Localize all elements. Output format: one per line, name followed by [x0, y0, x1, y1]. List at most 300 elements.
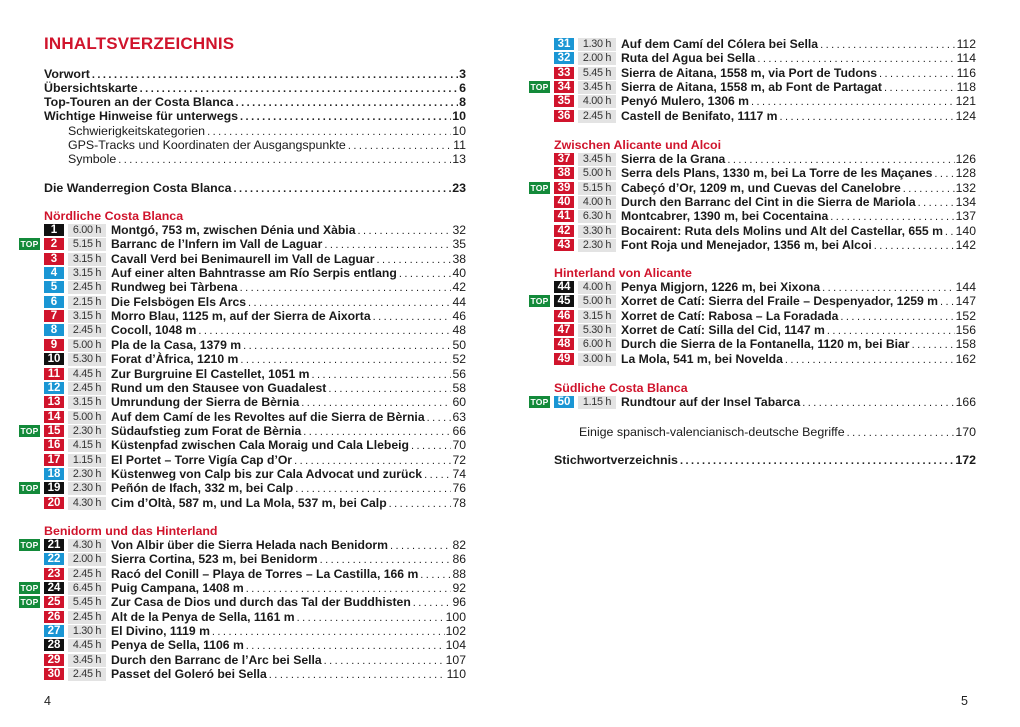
tour-title: Rund um den Stausee von Guadalest	[111, 380, 327, 395]
tour-duration: 4.00 h	[578, 95, 616, 108]
tour-entry-21[interactable]	[0, 539, 510, 552]
tour-number-badge: 15	[44, 425, 64, 437]
entry-label: Einige spanisch-valencianisch-deutsche Begriffe	[579, 425, 845, 439]
tour-duration: 6.00 h	[68, 224, 106, 237]
top-tour-badge: TOP	[530, 182, 549, 193]
tour-page-number: 52	[452, 352, 466, 367]
tour-duration: 2.00 h	[68, 553, 106, 566]
top-tour-badge: TOP	[530, 397, 549, 407]
leader-dots	[411, 439, 451, 453]
tour-number-badge: 45	[554, 295, 574, 307]
tour-title: Cocoll, 1048 m	[111, 323, 197, 338]
tour-number-badge: 37	[554, 153, 574, 165]
leader-dots	[389, 497, 452, 511]
leader-dots	[207, 125, 451, 139]
tour-number-badge: 47	[554, 324, 574, 336]
toc-entry-wichtige-hinweise-f-r-unterwegs[interactable]	[44, 109, 466, 123]
tour-entry-3[interactable]	[0, 253, 510, 266]
tour-entry-39[interactable]	[510, 182, 1020, 195]
tour-title-row	[621, 309, 976, 323]
tour-page-number: 46	[452, 309, 466, 324]
entry-label: Übersichtskarte	[44, 81, 138, 95]
tour-duration: 6.30 h	[578, 210, 616, 223]
top-tour-badge: TOP	[20, 540, 39, 550]
tour-title-row	[621, 51, 976, 65]
tour-entry-38[interactable]	[510, 167, 1020, 180]
tour-entry-28[interactable]	[0, 639, 510, 652]
leader-dots	[348, 139, 452, 153]
tour-title: Font Roja und Menejador, 1356 m, bei Alcoi	[621, 238, 872, 253]
tour-page-number: 162	[955, 351, 976, 366]
leader-dots	[918, 196, 955, 210]
tour-title-row	[621, 80, 976, 94]
tour-title-row	[111, 410, 466, 424]
tour-entry-46[interactable]	[510, 310, 1020, 323]
tour-number-badge: 21	[44, 539, 64, 551]
leader-dots	[413, 596, 452, 610]
tour-title: Racó del Conill – Playa de Torres – La Castilla, 166 m	[111, 566, 419, 581]
page-number-right: 5	[961, 694, 968, 708]
tour-page-number: 144	[955, 280, 976, 294]
tour-title: Montgó, 753 m, zwischen Dénia und Xàbia	[111, 223, 356, 237]
tour-duration: 4.45 h	[68, 368, 106, 381]
tour-entry-34[interactable]	[510, 81, 1020, 94]
tour-page-number: 126	[955, 152, 976, 166]
tour-duration: 2.45 h	[578, 110, 616, 123]
tour-title: Sierra de Aitana, 1558 m, ab Font de Partagat	[621, 80, 882, 95]
top-tour-badge: TOP	[20, 597, 39, 608]
tour-number-badge: 50	[554, 396, 574, 408]
tour-title-row	[111, 653, 466, 667]
leader-dots	[294, 454, 451, 468]
tour-title: Die Felsbögen Els Arcs	[111, 294, 247, 309]
tour-entry-2[interactable]	[0, 238, 510, 251]
tour-entry-49[interactable]	[510, 353, 1020, 366]
leader-dots	[236, 96, 459, 110]
tour-title-row	[111, 581, 466, 595]
tour-number-badge: 29	[44, 654, 64, 666]
tour-page-number: 110	[446, 667, 466, 682]
tour-title-row	[621, 94, 976, 108]
toc-entry-symbole[interactable]	[68, 152, 466, 166]
tour-number-badge: 41	[554, 210, 574, 222]
tour-number-badge: 40	[554, 196, 574, 208]
tour-page-number: 142	[955, 238, 976, 253]
tour-title-row	[111, 309, 466, 323]
top-tour-badge: TOP	[20, 425, 39, 436]
tour-title: Küstenpfad zwischen Cala Moraig und Cala Llebeig	[111, 438, 409, 453]
tour-page-number: 82	[452, 538, 466, 552]
leader-dots	[118, 153, 451, 167]
tour-title: Barranc de l’Infern im Vall de Laguar	[111, 237, 323, 252]
entry-page-number: 172	[955, 453, 976, 467]
tour-number-badge: 9	[44, 339, 64, 351]
tour-number-badge: 36	[554, 110, 574, 122]
tour-duration: 2.30 h	[68, 468, 106, 481]
leader-dots	[269, 668, 446, 682]
tour-entry-30[interactable]	[0, 668, 510, 681]
tour-title-row	[111, 323, 466, 337]
leader-dots	[680, 454, 954, 468]
tour-title-row	[621, 209, 976, 223]
tour-duration: 6.00 h	[578, 338, 616, 351]
tour-number-badge: 1	[44, 224, 64, 236]
tour-page-number: 42	[452, 280, 466, 295]
tour-page-number: 100	[445, 609, 466, 624]
tour-duration: 5.45 h	[578, 67, 616, 80]
tour-title-row	[111, 367, 466, 381]
tour-title-row	[621, 337, 976, 351]
tour-entry-44[interactable]	[510, 281, 1020, 294]
tour-entry-5[interactable]	[0, 281, 510, 294]
tour-title: Castell de Benifato, 1117 m	[621, 108, 778, 123]
tour-number-badge: 24	[44, 582, 64, 594]
tour-page-number: 88	[452, 566, 466, 581]
tour-duration: 4.45 h	[68, 639, 106, 652]
toc-entry-schwierigkeitskategorien[interactable]	[68, 124, 466, 138]
tour-duration: 3.45 h	[578, 81, 616, 94]
tour-title-row	[111, 667, 466, 681]
leader-dots	[424, 468, 451, 482]
entry-label: Vorwort	[44, 67, 90, 81]
leader-dots	[295, 482, 451, 496]
tour-title: El Divino, 1119 m	[111, 624, 210, 639]
tour-entry-8[interactable]	[0, 324, 510, 337]
tour-title: Auf dem Camí de les Revoltes auf die Sierra de Bèrnia	[111, 409, 425, 424]
tour-number-badge: 6	[44, 296, 64, 308]
tour-title-row	[621, 166, 976, 180]
tour-page-number: 63	[452, 409, 466, 424]
tour-title: El Portet – Torre Vigía Cap d’Or	[111, 452, 293, 467]
leader-dots	[751, 95, 955, 109]
tour-number-badge: 17	[44, 454, 64, 466]
tour-number-badge: 46	[554, 310, 574, 322]
tour-duration: 2.45 h	[68, 568, 106, 581]
tour-entry-16[interactable]	[0, 439, 510, 452]
tour-number-badge: 19	[44, 482, 64, 494]
tour-number-badge: 43	[554, 239, 574, 251]
tour-page-number: 35	[452, 237, 466, 252]
tour-title: Morro Blau, 1125 m, auf der Sierra de Aixorta	[111, 309, 371, 324]
tour-title: Peñón de Ifach, 332 m, bei Calp	[111, 481, 294, 496]
tour-entry-19[interactable]	[0, 482, 510, 495]
entry-label: GPS-Tracks und Koordinaten der Ausgangspunkte	[68, 138, 346, 152]
tour-title-row	[111, 252, 466, 266]
leader-dots	[234, 182, 452, 196]
tour-page-number: 40	[452, 266, 466, 281]
tour-page-number: 152	[955, 308, 976, 323]
tour-title: Sierra Cortina, 523 m, bei Benidorm	[111, 552, 318, 567]
tour-number-badge: 2	[44, 238, 64, 250]
tour-title: Pla de la Casa, 1379 m	[111, 337, 242, 352]
tour-title-row	[111, 237, 466, 251]
tour-number-badge: 10	[44, 353, 64, 365]
tour-entry-43[interactable]	[510, 239, 1020, 252]
tour-duration: 2.15 h	[68, 296, 106, 309]
tour-title: Durch den Barranc del Cint in die Sierra de Mariola	[621, 195, 916, 210]
tour-duration: 5.45 h	[68, 596, 106, 609]
tour-number-badge: 23	[44, 568, 64, 580]
tour-number-badge: 39	[554, 182, 574, 194]
leader-dots	[884, 81, 956, 95]
leader-dots	[727, 153, 954, 167]
tour-title-row	[111, 438, 466, 452]
tour-entry-48[interactable]	[510, 338, 1020, 351]
tour-number-badge: 20	[44, 497, 64, 509]
tour-page-number: 116	[956, 65, 976, 80]
tour-number-badge: 3	[44, 253, 64, 265]
tour-title-row	[111, 453, 466, 467]
tour-number-badge: 35	[554, 95, 574, 107]
tour-page-number: 92	[452, 581, 466, 596]
tour-page-number: 86	[452, 552, 466, 567]
tour-entry-36[interactable]	[510, 110, 1020, 123]
leader-dots	[757, 52, 955, 66]
tour-duration: 3.15 h	[68, 310, 106, 323]
tour-entry-47[interactable]	[510, 324, 1020, 337]
tour-duration: 5.00 h	[68, 411, 106, 424]
tour-title: Puig Campana, 1408 m	[111, 581, 244, 596]
leader-dots	[303, 425, 451, 439]
tour-entry-14[interactable]	[0, 411, 510, 424]
tour-title: Durch den Barranc de l’Arc bei Sella	[111, 652, 322, 667]
leader-dots	[779, 110, 954, 124]
tour-title: Xorret de Catí: Silla del Cid, 1147 m	[621, 323, 825, 338]
tour-page-number: 60	[452, 395, 466, 410]
tour-page-number: 128	[955, 166, 976, 181]
tour-entry-27[interactable]	[0, 625, 510, 638]
tour-entry-41[interactable]	[510, 210, 1020, 223]
tour-page-number: 114	[956, 51, 976, 66]
tour-title: Zur Casa de Dios und durch das Tal der Buddhisten	[111, 595, 411, 610]
leader-dots	[820, 38, 955, 52]
entry-label: Schwierigkeitskategorien	[68, 124, 206, 138]
leader-dots	[92, 68, 458, 82]
leader-dots	[324, 654, 445, 668]
leader-dots	[198, 324, 451, 338]
tour-title-row	[111, 280, 466, 294]
leader-dots	[311, 368, 451, 382]
tour-number-badge: 22	[44, 553, 64, 565]
tour-number-badge: 49	[554, 353, 574, 365]
tour-duration: 5.00 h	[68, 339, 106, 352]
toc-entry-begriffe[interactable]	[579, 425, 976, 439]
tour-duration: 2.30 h	[578, 239, 616, 252]
tour-number-badge: 26	[44, 611, 64, 623]
tour-entry-17[interactable]	[0, 454, 510, 467]
tour-duration: 2.45 h	[68, 382, 106, 395]
tour-entry-6[interactable]	[0, 296, 510, 309]
leader-dots	[297, 611, 445, 625]
tour-entry-42[interactable]	[510, 225, 1020, 238]
leader-dots	[212, 625, 445, 639]
tour-page-number: 76	[452, 481, 466, 496]
tour-page-number: 66	[452, 423, 466, 438]
tour-title-row	[111, 223, 466, 237]
tour-entry-29[interactable]	[0, 654, 510, 667]
tour-title-row	[111, 381, 466, 395]
tour-entry-35[interactable]	[510, 95, 1020, 108]
leader-dots	[399, 267, 452, 281]
tour-number-badge: 48	[554, 338, 574, 350]
entry-label: Wichtige Hinweise für unterwegs	[44, 109, 239, 123]
tour-entry-26[interactable]	[0, 611, 510, 624]
tour-entry-33[interactable]	[510, 67, 1020, 80]
tour-page-number: 58	[452, 380, 466, 395]
tour-duration: 2.30 h	[68, 482, 106, 495]
tour-duration: 4.30 h	[68, 539, 106, 552]
leader-dots	[427, 411, 452, 425]
entry-label: Symbole	[68, 152, 117, 166]
leader-dots	[912, 338, 955, 352]
tour-duration: 4.00 h	[578, 196, 616, 209]
tour-duration: 2.45 h	[68, 668, 106, 681]
entry-page-number: 3	[459, 67, 466, 81]
top-tour-badge: TOP	[20, 483, 39, 494]
toc-title: INHALTSVERZEICHNIS	[44, 34, 235, 53]
tour-number-badge: 31	[554, 38, 574, 50]
tour-entry-23[interactable]	[0, 568, 510, 581]
tour-title: Penyó Mulero, 1306 m	[621, 94, 750, 109]
tour-number-badge: 13	[44, 396, 64, 408]
section-heading: Zwischen Alicante und Alcoi	[554, 138, 722, 152]
tour-title-row	[621, 181, 976, 195]
tour-duration: 4.15 h	[68, 439, 106, 452]
tour-page-number: 124	[955, 108, 976, 123]
leader-dots	[240, 353, 451, 367]
leader-dots	[320, 553, 452, 567]
toc-entry-die-wanderregion-costa-blanca[interactable]	[44, 181, 466, 195]
toc-entry-gps-tracks-und-koordinaten-der-ausgangspunkte[interactable]	[68, 138, 466, 152]
tour-entry-40[interactable]	[510, 196, 1020, 209]
tour-duration: 5.15 h	[578, 182, 616, 195]
tour-entry-25[interactable]	[0, 596, 510, 609]
tour-title-row	[111, 610, 466, 624]
tour-page-number: 156	[955, 323, 976, 338]
tour-title: La Mola, 541 m, bei Novelda	[621, 351, 783, 366]
tour-entry-13[interactable]	[0, 396, 510, 409]
tour-duration: 1.30 h	[68, 625, 106, 638]
tour-duration: 3.15 h	[578, 310, 616, 323]
tour-duration: 5.30 h	[68, 353, 106, 366]
leader-dots	[140, 82, 458, 96]
tour-page-number: 107	[445, 652, 466, 667]
tour-entry-50[interactable]	[510, 396, 1020, 409]
tour-entry-1[interactable]	[0, 224, 510, 237]
tour-number-badge: 11	[44, 368, 64, 380]
tour-title: Rundweg bei Tàrbena	[111, 280, 238, 295]
tour-title-row	[111, 552, 466, 566]
tour-page-number: 147	[955, 294, 976, 309]
tour-page-number: 70	[452, 438, 466, 453]
tour-entry-4[interactable]	[0, 267, 510, 280]
tour-title: Sierra de Aitana, 1558 m, via Port de Tudons	[621, 65, 878, 80]
tour-title-row	[621, 323, 976, 337]
tour-entry-37[interactable]	[510, 153, 1020, 166]
tour-title-row	[111, 395, 466, 409]
tour-duration: 6.45 h	[68, 582, 106, 595]
tour-page-number: 74	[452, 466, 466, 481]
section-heading: Hinterland von Alicante	[554, 266, 692, 280]
tour-entry-22[interactable]	[0, 553, 510, 566]
tour-duration: 5.00 h	[578, 167, 616, 180]
tour-title-row	[621, 37, 976, 51]
leader-dots	[240, 281, 452, 295]
leader-dots	[822, 281, 955, 295]
tour-entry-9[interactable]	[0, 339, 510, 352]
tour-title-row	[621, 224, 976, 238]
leader-dots	[240, 110, 451, 124]
tour-entry-45[interactable]	[510, 295, 1020, 308]
tour-entry-18[interactable]	[0, 468, 510, 481]
tour-title: Penya Migjorn, 1226 m, bei Xixona	[621, 280, 821, 294]
section-heading: Nördliche Costa Blanca	[44, 209, 184, 223]
tour-number-badge: 4	[44, 267, 64, 279]
tour-number-badge: 27	[44, 625, 64, 637]
entry-label: Stichwortverzeichnis	[554, 453, 678, 467]
tour-page-number: 72	[452, 452, 466, 467]
toc-entry-stichwortverzeichnis[interactable]	[554, 453, 976, 467]
tour-entry-20[interactable]	[0, 497, 510, 510]
tour-title: Südaufstieg zum Forat de Bèrnia	[111, 423, 302, 438]
tour-title-row	[621, 352, 976, 366]
tour-entry-15[interactable]	[0, 425, 510, 438]
top-tour-badge: TOP	[530, 296, 549, 307]
tour-entry-12[interactable]	[0, 382, 510, 395]
top-tour-badge: TOP	[20, 583, 39, 594]
tour-page-number: 102	[445, 624, 466, 639]
tour-duration: 2.30 h	[68, 425, 106, 438]
tour-duration: 3.15 h	[68, 396, 106, 409]
tour-entry-11[interactable]	[0, 368, 510, 381]
tour-title: Von Albir über die Sierra Helada nach Benidorm	[111, 538, 388, 552]
tour-title-row	[621, 152, 976, 166]
tour-duration: 2.45 h	[68, 324, 106, 337]
tour-page-number: 158	[955, 337, 976, 352]
entry-page-number: 11	[453, 138, 466, 152]
tour-entry-32[interactable]	[510, 52, 1020, 65]
tour-duration: 3.30 h	[578, 225, 616, 238]
tour-number-badge: 30	[44, 668, 64, 680]
tour-entry-10[interactable]	[0, 353, 510, 366]
toc-entry--bersichtskarte[interactable]	[44, 81, 466, 95]
tour-page-number: 121	[955, 94, 976, 109]
tour-entry-31[interactable]	[510, 38, 1020, 51]
tour-entry-7[interactable]	[0, 310, 510, 323]
tour-page-number: 78	[452, 495, 466, 510]
section-heading: Südliche Costa Blanca	[554, 381, 688, 395]
tour-number-badge: 18	[44, 468, 64, 480]
leader-dots	[785, 353, 955, 367]
tour-number-badge: 42	[554, 225, 574, 237]
leader-dots	[903, 182, 955, 196]
tour-title-row	[111, 295, 466, 309]
leader-dots	[246, 639, 445, 653]
entry-label: Top-Touren an der Costa Blanca	[44, 95, 234, 109]
tour-entry-24[interactable]	[0, 582, 510, 595]
tour-title-row	[621, 109, 976, 123]
toc-entry-vorwort[interactable]	[44, 67, 466, 81]
leader-dots	[248, 296, 451, 310]
leader-dots	[874, 239, 955, 253]
tour-title: Sierra de la Grana	[621, 152, 726, 166]
top-tour-badge: TOP	[530, 82, 549, 93]
leader-dots	[373, 310, 452, 324]
tour-page-number: 56	[452, 366, 466, 381]
tour-title: Penya de Sella, 1106 m	[111, 638, 244, 653]
toc-entry-top-touren-an-der-costa-blanca[interactable]	[44, 95, 466, 109]
leader-dots	[357, 224, 451, 238]
